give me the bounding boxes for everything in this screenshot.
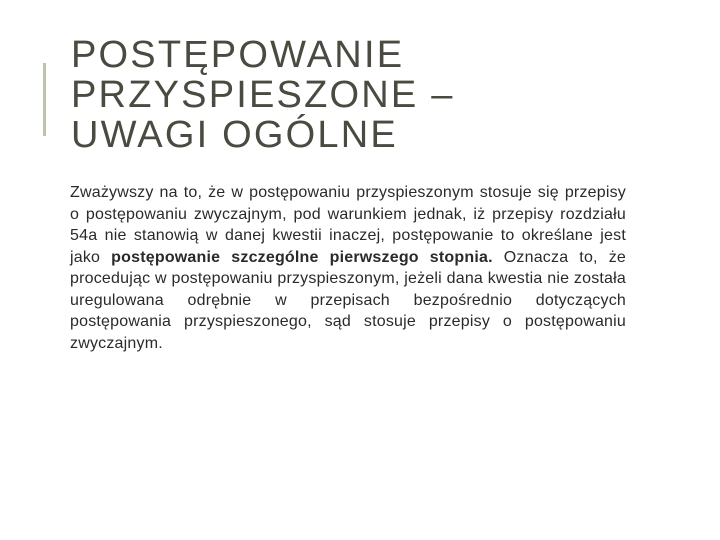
title-line: UWAGI OGÓLNE [71,114,398,156]
body-text-part-2: Oznacza to, że procedując w postępowaniu przyspieszonym, jeżeli dana kwestia nie została uregulowana odrębnie w przepisach bezpośrednio dotyczących postępowania przyspieszonego, sąd stosuje przepisy o postępowaniu zwyczajnym. [70,248,627,352]
slide-title [71,35,691,155]
slide-body-paragraph [70,182,626,354]
title-accent-bar [43,63,46,136]
title-line: PRZYSPIESZONE – [71,74,455,116]
body-text-part-1: Zważywszy na to, że w postępowaniu przyspieszonym stosuje się przepisy o postępowaniu zwyczajnym, pod warunkiem jednak, iż przepisy rozdziału 54a nie stanowią w danej kwestii inaczej, postępowanie to określane jest jako [70,184,626,266]
body-text-bold-term: postępowanie szczególne pierwszego stopnia. [111,248,493,266]
title-line: POSTĘPOWANIE [71,34,405,76]
